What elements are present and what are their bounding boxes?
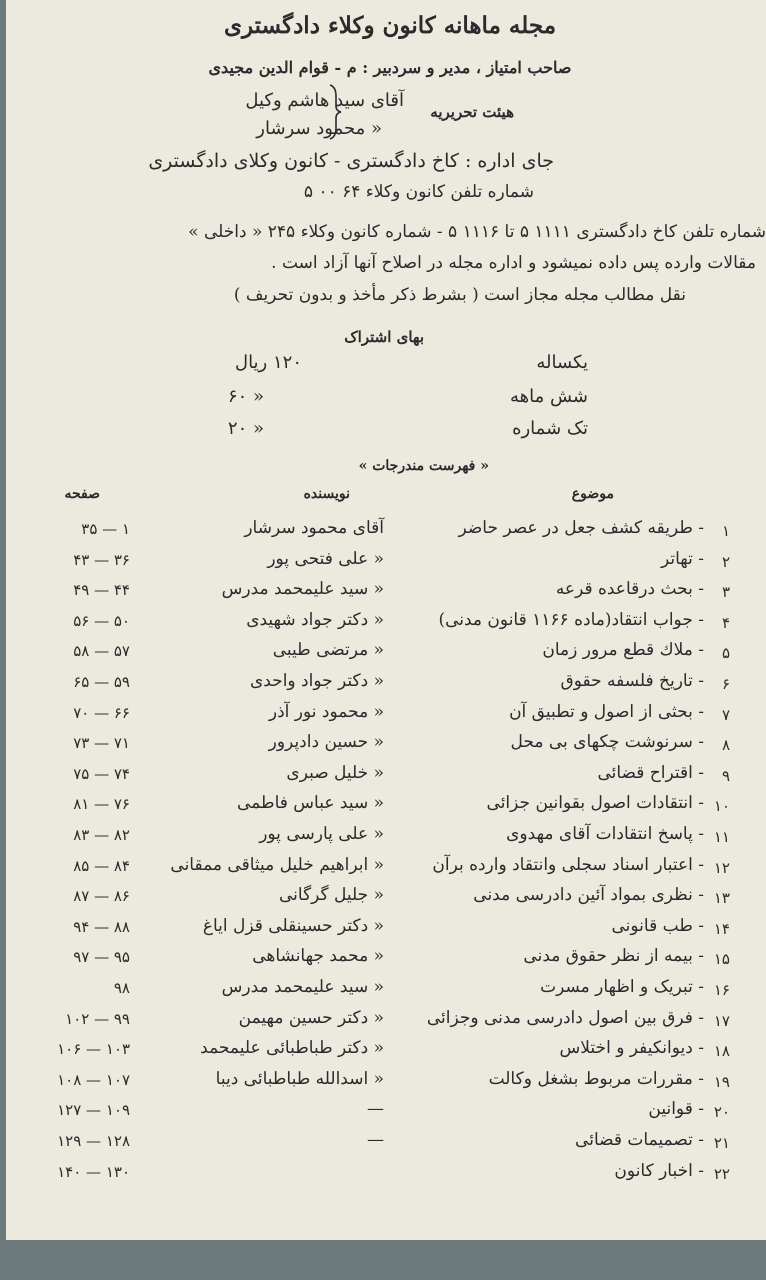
editorial-board-label: هیئت تحریریه <box>430 103 514 121</box>
toc-row-pages: ۸۸ — ۹۴ <box>73 918 130 936</box>
notice-line: مقالات وارده پس داده نمیشود و اداره مجله در اصلاح آنها آزاد است . <box>271 253 756 273</box>
toc-column-author: نویسنده <box>303 486 350 502</box>
toc-row-number: ۲ <box>721 553 730 571</box>
toc-row-author: « دکتر حسین مهیمن <box>238 1008 384 1028</box>
toc-row-topic: - بحثی از اصول و تطبیق آن <box>509 702 704 722</box>
toc-row-author: « علی پارسی پور <box>259 824 384 844</box>
toc-row-number: ۱۸ <box>713 1042 730 1060</box>
editor-name: آقای سید هاشم وکیل <box>245 90 404 111</box>
toc-row-pages: ۹۸ <box>113 979 130 997</box>
toc-row-author: « جلیل گرگانی <box>279 885 384 905</box>
subscription-price: « ۲۰ <box>227 418 264 439</box>
toc-row-author: « سید علیمحمد مدرس <box>221 579 384 599</box>
toc-row-pages: ۱۳۰ — ۱۴۰ <box>57 1163 130 1181</box>
toc-row-topic: - اخبار کانون <box>614 1161 704 1181</box>
toc-row-number: ۵ <box>721 644 730 662</box>
subscription-price: ۱۲۰ ریال <box>234 352 302 373</box>
toc-row-pages: ۹۵ — ۹۷ <box>73 948 130 966</box>
toc-row-topic: - تصمیمات قضائی <box>575 1130 704 1150</box>
notice-line: نقل مطالب مجله مجاز است ( بشرط ذکر مأخذ و بدون تحریف ) <box>233 285 686 305</box>
toc-row-author: « محمد جهانشاهی <box>252 946 384 966</box>
document-page <box>6 0 766 1240</box>
toc-row-number: ۹ <box>721 767 730 785</box>
toc-row-topic: - مقررات مربوط بشغل وکالت <box>488 1069 704 1089</box>
toc-row-topic: - طریقه کشف جعل در عصر حاضر <box>458 518 704 538</box>
toc-row-number: ۱۱ <box>713 828 730 846</box>
office-address: جای اداره : کاخ دادگستری - کانون وکلای دادگستری <box>148 150 554 172</box>
toc-row-pages: ۱۲۸ — ۱۲۹ <box>57 1132 130 1150</box>
owner-line: صاحب امتیاز ، مدیر و سردبیر : م - قوام الدین مجیدی <box>208 58 572 77</box>
toc-row-pages: ۱ — ۳۵ <box>81 520 130 538</box>
toc-row-topic: - پاسخ انتقادات آقای مهدوی <box>506 824 704 844</box>
toc-row-topic: - نظری بمواد آئین دادرسی مدنی <box>473 885 704 905</box>
toc-row-topic: - بحث درقاعده قرعه <box>555 579 704 599</box>
toc-row-pages: ۵۹ — ۶۵ <box>73 673 130 691</box>
toc-row-pages: ۶۶ — ۷۰ <box>73 704 130 722</box>
toc-row-number: ۲۱ <box>713 1134 730 1152</box>
toc-heading: « فهرست مندرجات » <box>358 458 489 474</box>
toc-row-pages: ۳۶ — ۴۳ <box>73 551 130 569</box>
toc-column-topic: موضوع <box>571 486 614 502</box>
toc-row-pages: ۸۴ — ۸۵ <box>73 857 130 875</box>
toc-row-number: ۶ <box>721 675 730 693</box>
toc-row-topic: - تهاتر <box>660 549 704 569</box>
toc-row-pages: ۱۰۹ — ۱۲۷ <box>57 1101 130 1119</box>
toc-row-author: « سید عباس فاطمی <box>237 793 384 813</box>
toc-row-pages: ۵۷ — ۵۸ <box>73 642 130 660</box>
toc-row-number: ۲۰ <box>713 1103 730 1121</box>
toc-row-pages: ۷۱ — ۷۳ <box>73 734 130 752</box>
toc-row-number: ۱۶ <box>713 981 730 999</box>
toc-row-topic: - اقتراح قضائی <box>597 763 704 783</box>
toc-row-number: ۴ <box>721 614 730 632</box>
toc-row-number: ۸ <box>721 736 730 754</box>
toc-row-pages: ۹۹ — ۱۰۲ <box>65 1010 130 1028</box>
toc-row-number: ۱۴ <box>713 920 730 938</box>
toc-row-author: « دکتر حسینقلی قزل ایاغ <box>202 916 384 936</box>
toc-row-number: ۷ <box>721 706 730 724</box>
subscription-label: تک شماره <box>512 418 588 439</box>
toc-row-number: ۱ <box>721 522 730 540</box>
toc-row-topic: - دیوانکیفر و اختلاس <box>559 1038 704 1058</box>
subscription-heading: بهای اشتراک <box>344 328 424 346</box>
toc-row-author: « سید علیمحمد مدرس <box>221 977 384 997</box>
toc-row-pages: ۱۰۷ — ۱۰۸ <box>57 1071 130 1089</box>
toc-row-author: « محمود نور آذر <box>268 702 384 722</box>
toc-row-topic: - طب قانونی <box>611 916 704 936</box>
toc-row-number: ۲۲ <box>713 1165 730 1183</box>
toc-row-pages: ۷۶ — ۸۱ <box>73 795 130 813</box>
toc-row-author: « دکتر جواد واحدی <box>249 671 384 691</box>
toc-row-topic: - انتقادات اصول بقوانین جزائی <box>486 793 704 813</box>
toc-row-author: « حسین دادپرور <box>268 732 384 752</box>
subscription-price: « ۶۰ <box>227 386 264 407</box>
toc-row-pages: ۸۶ — ۸۷ <box>73 887 130 905</box>
toc-row-pages: ۵۰ — ۵۶ <box>73 612 130 630</box>
toc-row-topic: - ملاك قطع مرور زمان <box>542 640 704 660</box>
toc-row-number: ۱۳ <box>713 889 730 907</box>
toc-row-topic: - تبریک و اظهار مسرت <box>540 977 704 997</box>
subscription-label: شش ماهه <box>509 386 588 407</box>
toc-row-author: آقای محمود سرشار <box>244 518 384 538</box>
toc-row-author: « علی فتحی پور <box>267 549 384 569</box>
toc-row-pages: ۷۴ — ۷۵ <box>73 765 130 783</box>
toc-row-number: ۱۰ <box>713 797 730 815</box>
toc-row-author: « دکتر طباطبائی علیمحمد <box>200 1038 384 1058</box>
toc-row-number: ۱۷ <box>713 1012 730 1030</box>
toc-row-pages: ۸۲ — ۸۳ <box>73 826 130 844</box>
toc-row-number: ۱۵ <box>713 950 730 968</box>
phone-number: شماره تلفن کانون وکلاء ۶۴ ۰۰ ۵ <box>303 182 534 202</box>
toc-row-author: « اسدالله طباطبائی دیبا <box>215 1069 384 1089</box>
toc-row-number: ۱۹ <box>713 1073 730 1091</box>
toc-row-author: « دکتر جواد شهیدی <box>246 610 384 630</box>
toc-row-topic: - سرنوشت چکهای بی محل <box>510 732 704 752</box>
toc-row-pages: ۱۰۳ — ۱۰۶ <box>57 1040 130 1058</box>
toc-row-topic: - تاریخ فلسفه حقوق <box>560 671 704 691</box>
toc-row-author: « مرتضی طیبی <box>272 640 384 660</box>
toc-row-topic: - اعتبار اسناد سجلی وانتقاد وارده برآن <box>432 855 704 875</box>
editor-name: « محمود سرشار <box>256 118 382 139</box>
toc-row-number: ۱۲ <box>713 859 730 877</box>
toc-row-number: ۳ <box>721 583 730 601</box>
subscription-label: یکساله <box>536 352 588 373</box>
toc-row-author: — <box>367 1130 384 1150</box>
toc-row-author: « خلیل صبری <box>286 763 384 783</box>
toc-row-topic: - بیمه از نظر حقوق مدنی <box>523 946 704 966</box>
toc-row-topic: - قوانین <box>648 1099 704 1119</box>
notice-line: شماره تلفن کاخ دادگستری ۱۱۱۱ ۵ تا ۱۱۱۶ ۵ - شماره کانون وکلاء ۲۴۵ « داخلی » <box>188 222 766 242</box>
toc-row-author: — <box>367 1099 384 1119</box>
toc-row-author: « ابراهیم خلیل میثاقی ممقانی <box>170 855 384 875</box>
toc-row-topic: - فرق بین اصول دادرسی مدنی وجزائی <box>426 1008 704 1028</box>
toc-row-pages: ۴۴ — ۴۹ <box>73 581 130 599</box>
toc-row-topic: - جواب انتقاد(ماده ۱۱۶۶ قانون مدنی) <box>438 610 704 630</box>
toc-column-pages: صفحه <box>64 486 100 502</box>
magazine-title: مجله ماهانه کانون وکلاء دادگستری <box>223 12 557 39</box>
